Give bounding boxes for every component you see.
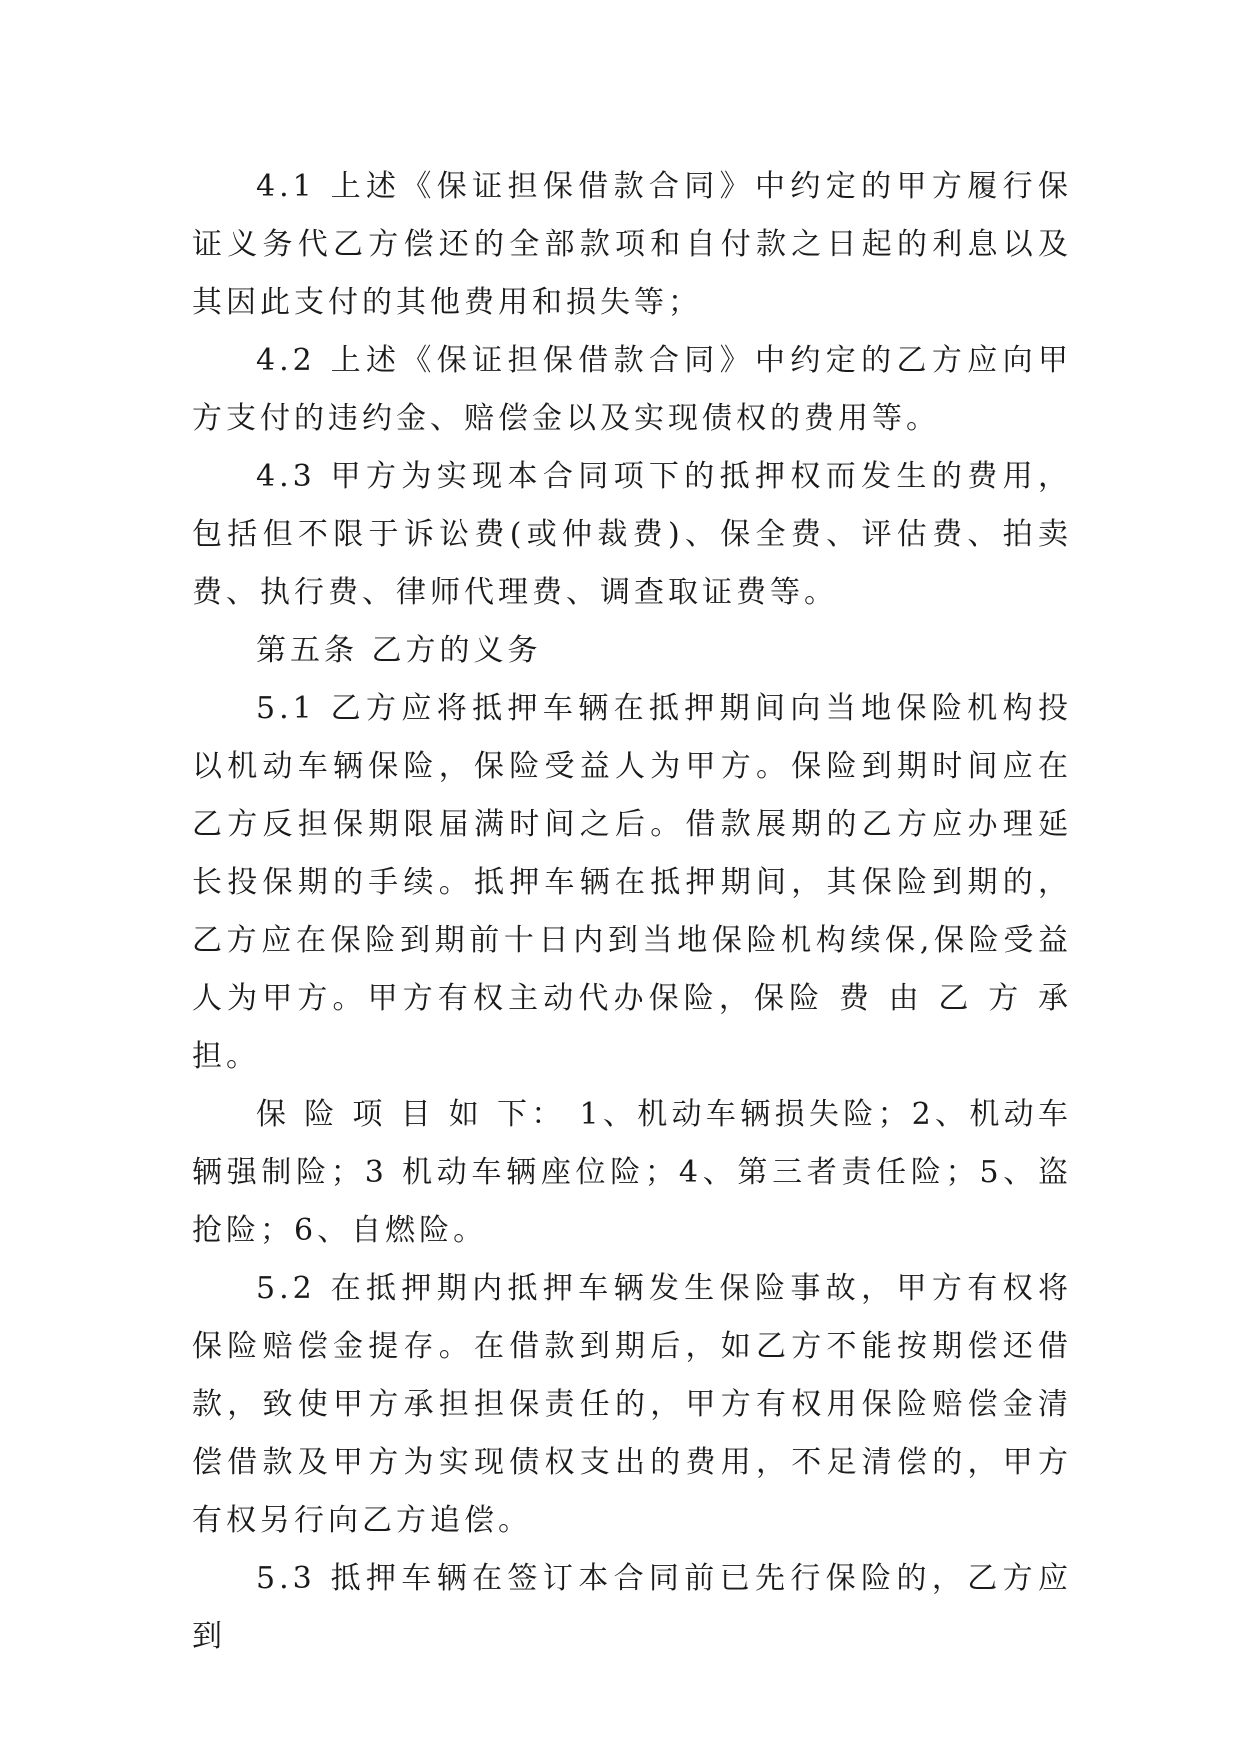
clause-5-2: 5.2 在抵押期内抵押车辆发生保险事故，甲方有权将保险赔偿金提存。在借款到期后，如乙方不能按期偿还借款，致使甲方承担担保责任的，甲方有权用保险赔偿金清偿借款及甲方为实现债权支出的费用，不足清偿的，甲方有权另行向乙方追偿。: [192, 1271, 1072, 1538]
article-5-heading: 第五条 乙方的义务: [256, 633, 542, 668]
clause-5-3: 5.3 抵押车辆在签订本合同前已先行保险的，乙方应到: [192, 1561, 1072, 1654]
clause-4-2: 4.2 上述《保证担保借款合同》中约定的乙方应向甲方支付的违约金、赔偿金以及实现债权的费用等。: [192, 343, 1072, 436]
document-body: [192, 158, 1072, 1666]
insurance-items: 保 险 项 目 如 下： 1、机动车辆损失险；2、机动车辆强制险；3 机动车辆座位险；4、第三者责任险；5、盗抢险；6、自燃险。: [192, 1097, 1072, 1248]
clause-4-1: 4.1 上述《保证担保借款合同》中约定的甲方履行保证义务代乙方偿还的全部款项和自付款之日起的利息以及其因此支付的其他费用和损失等；: [192, 169, 1072, 320]
clause-4-3: 4.3 甲方为实现本合同项下的抵押权而发生的费用，包括但不限于诉讼费(或仲裁费)、保全费、评估费、拍卖费、执行费、律师代理费、调查取证费等。: [192, 459, 1072, 610]
clause-5-1: 5.1 乙方应将抵押车辆在抵押期间向当地保险机构投以机动车辆保险，保险受益人为甲方。保险到期时间应在乙方反担保期限届满时间之后。借款展期的乙方应办理延长投保期的手续。抵押车辆在抵押期间，其保险到期的，乙方应在保险到期前十日内到当地保险机构续保,保险受益人为甲方。甲方有权主动代办保险，保险 费 由 乙 方 承 担。: [192, 691, 1072, 1074]
